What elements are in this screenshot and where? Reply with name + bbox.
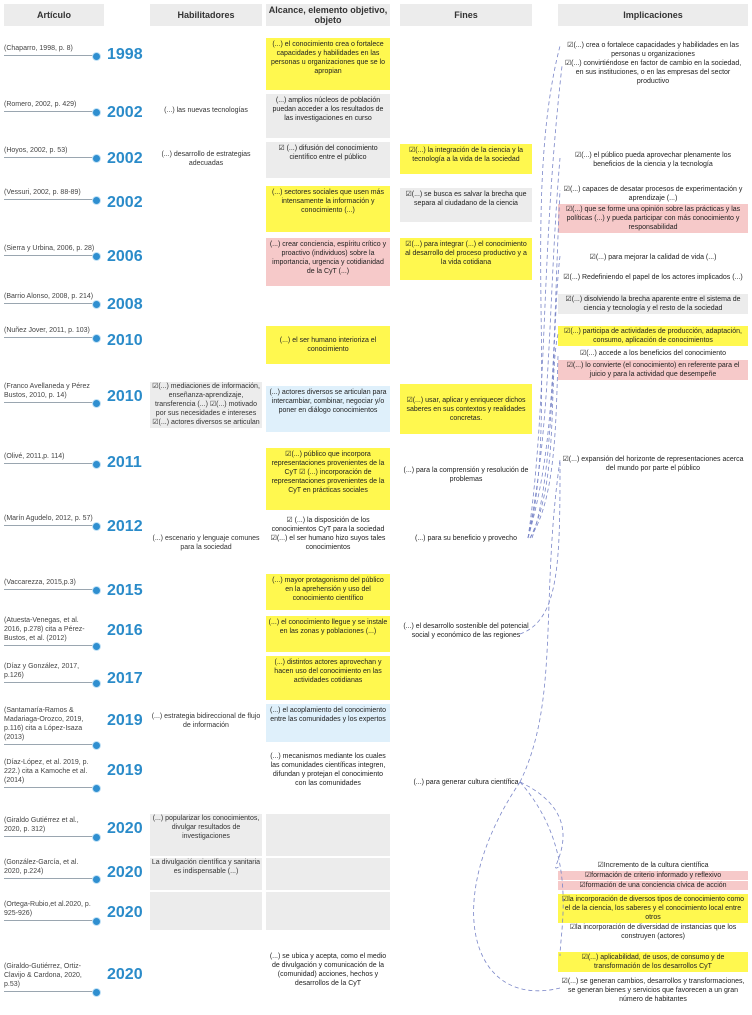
fines-cell: ☑(...) usar, aplicar y enriquecer dichos saberes en sus contextos y realidades concretas. [400,384,532,434]
year-label: 2002 [107,104,143,121]
connector-path [528,158,560,538]
implicacion-item: ☑(...) que se forme una opinión sobre las prácticas y las políticas (...) y pueda participar con más conocimiento y responsabilidad [558,204,748,233]
article-cite: (Vessuri, 2002, p. 88-89) [4,188,96,200]
alcance-cell [266,892,390,930]
header-habilitadores: Habilitadores [150,4,262,26]
implicacion-item: ☑(...) expansión del horizonte de representaciones acerca del mundo por parte el público [562,456,744,472]
fines-cell: ☑(...) la integración de la ciencia y la tecnología a la vida de la sociedad [400,144,532,174]
alcance-cell [266,858,390,890]
implicacion-item: ☑(...) el público pueda aprovechar plenamente los beneficios de la ciencia y la tecnología [574,152,732,168]
alcance-cell: (...) el acoplamiento del conocimiento entre las comunidades y los expertos [266,704,390,742]
article-cite: (Ortega-Rubio,et al.2020, p. 925-926) [4,900,96,921]
alcance-cell: (...) el conocimiento crea o fortalece capacidades y habilidades en las personas u organizaciones que se lo apropian [266,38,390,90]
alcance-cell: (...) el conocimiento llegue y se instale en las zonas y poblaciones (...) [266,616,390,652]
alcance-cell: (...) se ubica y acepta, como el medio de divulgación y comunicación de la (comunidad) acciones, hechos y desarrollos de la CyT [269,953,387,987]
implicacion-item: ☑Incremento de la cultura científica [597,862,709,869]
year-label: 2019 [107,712,143,729]
header-articulo: Artículo [4,4,104,26]
article-cite: (Romero, 2002, p. 429) [4,100,96,112]
connector-path [530,334,558,538]
article-cite: (Díaz-López, et al. 2019, p. 222.) cita a Kamoche et al. (2014) [4,758,96,788]
fines-cell: ☑(...) se busca es salvar la brecha que separa al ciudadano de la ciencia [400,188,532,222]
connector-path [530,356,558,538]
implicacion-item: ☑(...) participa de actividades de producción, adaptación, consumo, aplicación de conocimientos [558,326,748,346]
alcance-cell: ☑ (...) la disposición de los conocimientos CyT para la sociedad ☑(...) el ser humano hizo suyos tales conocimientos [270,517,386,551]
implicacion-item: ☑la incorporación de diversidad de instancias que los construyen (actores) [569,924,737,940]
article-cite: (Chaparro, 1998, p. 8) [4,44,96,56]
alcance-cell: ☑ (...) difusión del conocimiento científico entre el público [266,142,390,178]
implicacion-item: ☑(...) convirtiéndose en factor de cambio en la sociedad, en sus instituciones, o en las empresas del sector productivo [564,60,742,85]
alcance-cell: (...) distintos actores aprovechan y hacen uso del conocimiento en las actividades cotidianas [266,656,390,700]
implicacion-item: ☑(...) lo convierte (el conocimiento) en referente para el juicio y para la actividad que desempeñe [558,360,748,380]
year-label: 2010 [107,332,143,349]
alcance-cell: (...) mayor protagonismo del público en la aprehensión y uso del conocimiento científico [266,574,390,610]
alcance-cell: (...) sectores sociales que usen más intensamente la información y conocimiento (...) [266,186,390,232]
year-label: 1998 [107,46,143,63]
year-label: 2015 [107,582,143,599]
year-label: 2002 [107,150,143,167]
header-alcance: Alcance, elemento objetivo, objeto [266,4,390,26]
implicacion-item: ☑(...) crea o fortalece capacidades y habilidades en las personas u organizaciones [567,42,739,58]
implicacion-item: ☑(...) para mejorar la calidad de vida (...) [589,254,717,261]
implicacion-item: ☑formación de una conciencia cívica de acción [558,881,748,890]
habilitador-cell: (...) popularizar los conocimientos, divulgar resultados de investigaciones [150,814,262,856]
year-label: 2010 [107,388,143,405]
article-cite: (Díaz y González, 2017, p.126) [4,662,96,683]
header-implicaciones: Implicaciones [558,4,748,26]
article-cite: (González-García, et al. 2020, p.224) [4,858,96,879]
article-cite: (Marín Agudelo, 2012, p. 57) [4,514,96,526]
header-fines: Fines [400,4,532,26]
article-cite: (Hoyos, 2002, p. 53) [4,146,96,158]
implicacion-item: ☑la incorporación de diversos tipos de conocimiento como el de la ciencia, los saberes y el conocimiento local entre otros [558,894,748,923]
year-label: 2011 [107,454,142,471]
habilitador-cell: (...) desarrollo de estrategias adecuadas [161,151,251,167]
implicacion-item: ☑(...) se generan cambios, desarrollos y transformaciones, se generan bienes y servicios que favorecen a un gran número de habitantes [561,978,745,1003]
fines-cell: (...) para su beneficio y provecho [415,535,517,542]
implicacion-item: ☑(...) capaces de desatar procesos de experimentación y aprendizaje (...) [563,186,743,202]
article-cite: (Giraldo Gutiérrez et al., 2020, p. 312) [4,816,96,837]
year-label: 2019 [107,762,143,779]
alcance-cell: (...) mecanismos mediante los cuales las comunidades científicas integren, difundan y protejan el conocimiento con las comunidades [270,753,386,787]
connector-path [528,46,560,538]
implicacion-item: ☑(...) disolviendo la brecha aparente entre el sistema de ciencia y tecnología y el resto de la sociedad [558,294,748,314]
fines-cell: (...) para la comprensión y resolución de problemas [403,467,529,483]
connector-path [532,256,560,538]
year-label: 2020 [107,966,143,983]
article-cite: (Giraldo-Gutiérrez, Ortiz-Clavijo & Cardona, 2020, p.53) [4,962,96,992]
article-cite: (Vaccarezza, 2015,p.3) [4,578,96,590]
habilitador-cell: ☑(...) mediaciones de información, enseñanza-aprendizaje, transferencia (...) ☑(...) motivado por sus necesidades e intereses ☑(...) actores diversos se articulan [150,382,262,428]
alcance-cell: (...) amplios núcleos de población puedan acceder a los resultados de las investigaciones en curso [266,94,390,138]
article-cite: (Franco Avellaneda y Pérez Bustos, 2010, p. 14) [4,382,96,403]
year-label: 2006 [107,248,143,265]
year-label: 2020 [107,820,143,837]
habilitador-cell: La divulgación científica y sanitaria es indispensable (...) [150,858,262,890]
year-label: 2008 [107,296,143,313]
connector-path [520,782,563,956]
year-label: 2016 [107,622,143,639]
article-cite: (Sierra y Urbina, 2006, p. 28) [4,244,96,256]
fines-cell: (...) el desarrollo sostenible del potencial social y económico de las regiones [403,623,529,639]
implicacion-item: ☑formación de criterio informado y reflexivo [558,871,748,880]
habilitador-cell: (...) escenario y lenguaje comunes para la sociedad [152,535,260,551]
alcance-cell: (...) actores diversos se articulan para intercambiar, combinar, negociar y/o poner en diálogo conocimientos [266,386,390,432]
alcance-cell: ☑(...) público que incorpora representaciones provenientes de la CyT ☑ (...) incorporación de representaciones provenientes de la CyT en prácticas sociales [266,448,390,510]
year-label: 2002 [107,194,143,211]
article-cite: (Santamaría-Ramos & Madariaga-Orozco, 2019, p.116) cita a López-Isaza (2013) [4,706,96,745]
implicacion-item: ☑(...) aplicabilidad, de usos, de consumo y de transformación de los desarrollos CyT [558,952,748,972]
alcance-cell: (...) el ser humano interioriza el conocimiento [266,326,390,364]
connector-path [520,460,560,634]
connector-path [474,782,560,991]
article-cite: (Barrio Alonso, 2008, p. 214) [4,292,96,304]
article-cite: (Nuñez Jover, 2011, p. 103) [4,326,96,338]
fines-cell: ☑(...) para integrar (...) el conocimiento al desarrollo del proceso productivo y a la vida cotidiana [400,238,532,280]
habilitador-cell: (...) estrategia bidireccional de flujo de información [151,713,261,729]
year-label: 2012 [107,518,143,535]
habilitador-cell [150,892,262,930]
alcance-cell [266,814,390,856]
article-cite: (Atuesta-Venegas, et al. 2016, p.278) cita a Pérez-Bustos, et al. (2012) [4,616,96,646]
year-label: 2020 [107,864,143,881]
connector-path [528,190,560,538]
habilitador-cell: (...) las nuevas tecnologías [164,107,248,114]
implicacion-item: ☑(...) Redefiniendo el papel de los actores implicados (...) [563,274,743,281]
year-label: 2020 [107,904,143,921]
article-cite: (Olivé, 2011,p. 114) [4,452,96,464]
year-label: 2017 [107,670,143,687]
connector-path [528,66,562,538]
connector-path [520,782,563,868]
fines-cell: (...) para generar cultura científica [413,779,519,786]
implicacion-item: ☑(...) accede a los beneficios del conocimiento [580,350,726,357]
alcance-cell: (...) crear conciencia, espíritu crítico y proactivo (individuos) sobre la importancia, urgencia y cotidianidad de la CyT (...) [266,238,390,286]
